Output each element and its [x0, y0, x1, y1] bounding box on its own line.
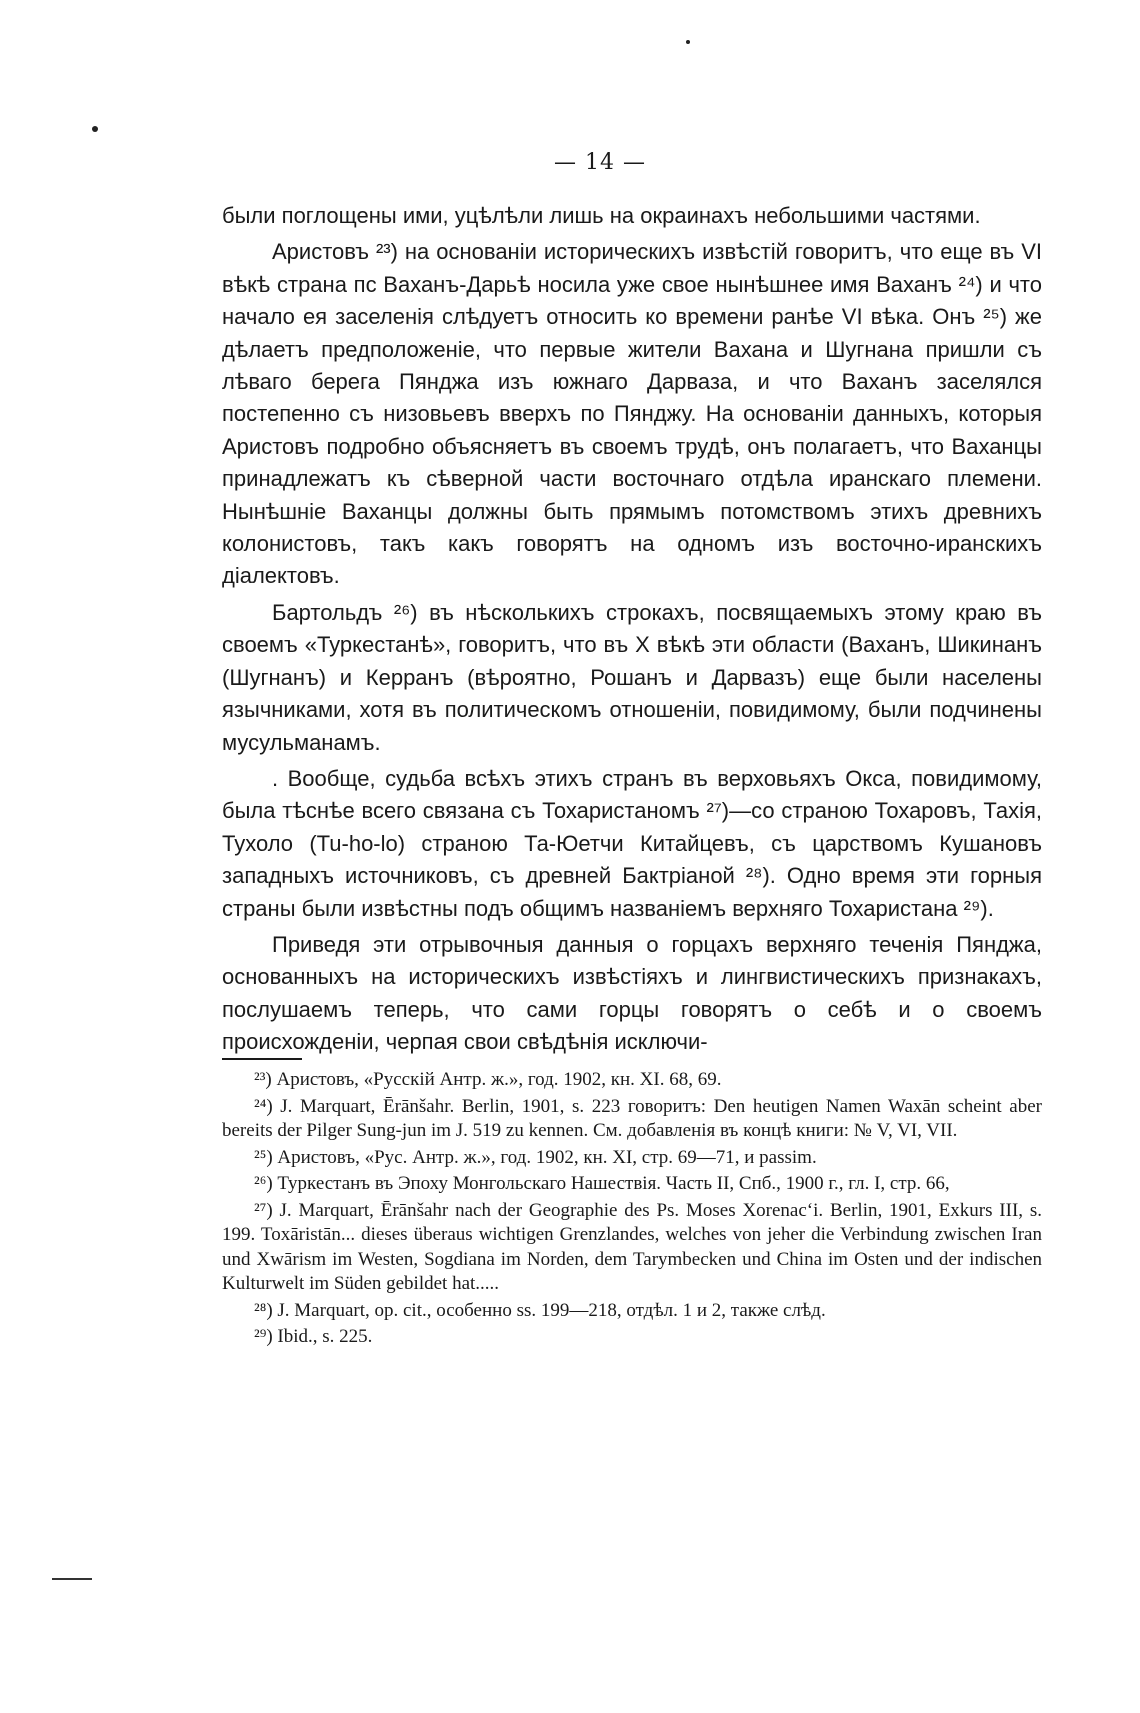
footnote-23: ²³) Аристовъ, «Русскій Антр. ж.», год. 1902, кн. XI. 68, 69. — [254, 1069, 722, 1090]
footnote-divider — [222, 1058, 302, 1060]
footnote-28: ²⁸) J. Marquart, op. cit., особенно ss. 199—218, отдѣл. 1 и 2, также слѣд. — [254, 1299, 826, 1321]
paragraph-5: Приведя эти отрывочныя данныя о горцахъ верхняго теченія Пянджа, основанныхъ на историческихъ извѣстіяхъ и лингвистическихъ признакахъ, послушаемъ теперь, что сами горцы говорятъ о себѣ и о своемъ происхожденіи, черпая свои свѣдѣнія исключи- — [222, 931, 1042, 1055]
footnote-26: ²⁶) Туркестанъ въ Эпоху Монгольскаго Нашествія. Часть II, Спб., 1900 г., гл. I, стр. 66, — [254, 1173, 950, 1194]
page-number: — 14 — — [554, 150, 646, 175]
paragraph-1: были поглощены ими, уцѣлѣли лишь на окраинахъ небольшими частями. — [222, 203, 981, 228]
paragraph-2: Аристовъ ²³) на основанiи историческихъ извѣстій говоритъ, что еще въ VI вѣкѣ страна пс Ваханъ-Дарьѣ носила уже свое нынѣшнее имя Ваханъ ²⁴) и что начало ея заселенія слѣдуетъ относить ко времени ранѣе VI вѣка. Онъ ²⁵) же дѣлаетъ предположеніе, что первые жители Вахана и Шугнана пришли съ лѣваго берега Пянджа изъ южнаго Дарваза, и что Ваханъ заселялся постепенно съ низовьевъ вверхъ по Пянджу. На основаніи данныхъ, которыя Аристовъ подробно объясняетъ въ своемъ трудѣ, онъ полагаетъ, что Ваханцы принадлежатъ къ сѣверной части восточнаго отдѣла иранскаго племени. Нынѣшніе Ваханцы должны быть прямымъ потомствомъ этихъ древнихъ колонистовъ, такъ какъ говорятъ на одномъ изъ восточно-иранскихъ діалектовъ. — [222, 239, 1042, 589]
footnotes — [222, 1068, 1042, 1352]
print-speck — [686, 40, 690, 44]
paragraph-3: Бартольдъ ²⁶) въ нѣсколькихъ строкахъ, посвящаемыхъ этому краю въ своемъ «Туркестанѣ», говоритъ, что въ X вѣкѣ эти области (Ваханъ, Шикинанъ (Шугнанъ) и Керранъ (вѣроятно, Рошанъ и Дарвазъ) еще были населены язычниками, хотя въ политическомъ отношеніи, повидимому, были подчинены мусульманамъ. — [222, 599, 1042, 755]
main-text — [222, 200, 1042, 1059]
margin-mark — [52, 1578, 92, 1580]
footnote-29: ²⁹) Ibid., s. 225. — [254, 1326, 373, 1347]
footnote-24: ²⁴) J. Marquart, Ērānšahr. Berlin, 1901, s. 223 говоритъ: Den heutigen Namen Waxān scheint aber bereits der Pilger Sung-jun im J. 519 zu kennen. См. добавленія въ концѣ книги: № V, VI, VII. — [222, 1095, 1042, 1141]
footnote-27: ²⁷) J. Marquart, Ērānšahr nach der Geographie des Ps. Moses Xorenacʻi. Berlin, 1901, Exkurs III, s. 199. Toxāristān... dieses überaus wichtigen Grenzlandes, welches von jeher die Verbindung zwischen Iran und Xwārism im Westen, Sogdiana im Norden, dem Tarymbecken und China im Osten und der indischen Kulturwelt im Süden gebildet hat..... — [222, 1199, 1042, 1294]
print-speck — [92, 126, 98, 132]
footnote-25: ²⁵) Аристовъ, «Рус. Антр. ж.», год. 1902, кн. XI, стр. 69—71, и passim. — [254, 1146, 817, 1168]
paragraph-4: . Вообще, судьба всѣхъ этихъ странъ въ верховьяхъ Окса, повидимому, была тѣснѣе всего связана съ Тохаристаномъ ²⁷)—со страною Тохаровъ, Тахія, Тухоло (Tu-ho-lo) страною Та-Юетчи Китайцевъ, съ царствомъ Кушановъ западныхъ источниковъ, съ древней Бактріаной ²⁸). Одно время эти горныя страны были извѣстны подъ общимъ названіемъ верхняго Тохаристана ²⁹). — [222, 765, 1042, 921]
